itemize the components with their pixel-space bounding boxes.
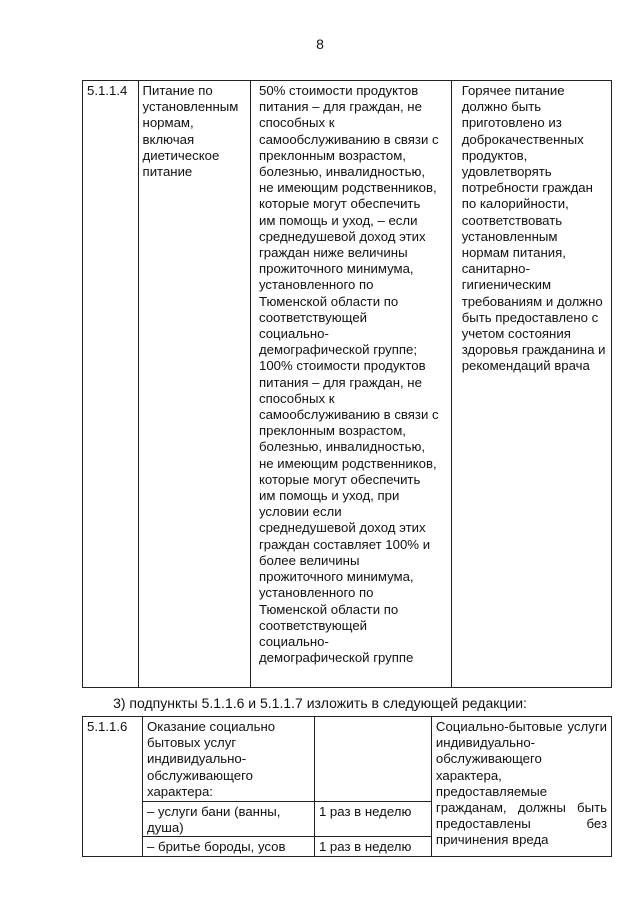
sub-service-frequency: 1 раз в неделю [314,802,431,837]
sub-service-name: – услуги бани (ванны, душа) [143,802,315,837]
service-name: Питание по установленным нормам, включая диетическое питание [138,81,250,688]
service-requirements: Социально-бытовые услуги индивидуально-обслуживающего характера, предоставляемые гражданам, должны быть предоставлены без причинения вреда [431,717,611,857]
service-code: 5.1.1.6 [83,717,143,857]
amendment-instruction: 3) подпункты 5.1.1.6 и 5.1.1.7 изложить в следующей редакции: [113,695,527,711]
service-name: Оказание социально бытовых услуг индивидуально-обслуживающего характера: [143,717,315,802]
services-table-continued [82,80,612,688]
service-code: 5.1.1.4 [83,81,139,688]
sub-service-frequency: 1 раз в неделю [314,837,431,856]
table-row [83,81,612,688]
services-table-new [82,716,612,857]
service-payment-terms: 50% стоимости продуктов питания – для граждан, не способных к самообслуживанию в связи с преклонным возрастом, болезнью, инвалидностью, не имеющим родственников, которые могут обеспечить им помощь и уход, – если среднедушевой доход этих граждан ниже величины прожиточного минимума, установленного по Тюменской области по соответствующей социально-демографической группе; 100% стоимости продуктов питания – для граждан, не способных к самообслуживанию в связи с преклонным возрастом, болезнью, инвалидностью, не имеющим родственников, которые могут обеспечить им помощь и уход, при условии если среднедушевой доход этих граждан составляет 100% и более величины прожиточного минимума, установленного по Тюменской области по соответствующей социально-демографической группе [250,81,451,688]
page-number: 8 [316,36,324,52]
service-frequency-empty [314,717,431,802]
table-row [83,717,612,802]
sub-service-name: – бритье бороды, усов [143,837,315,856]
service-requirements: Горячее питание должно быть приготовлено из доброкачественных продуктов, удовлетворять потребности граждан по калорийности, соответствовать установленным нормам питания, санитарно-гигиеническим требованиям и должно быть предоставлено с учетом состояния здоровья гражданина и рекомендаций врача [451,81,611,688]
